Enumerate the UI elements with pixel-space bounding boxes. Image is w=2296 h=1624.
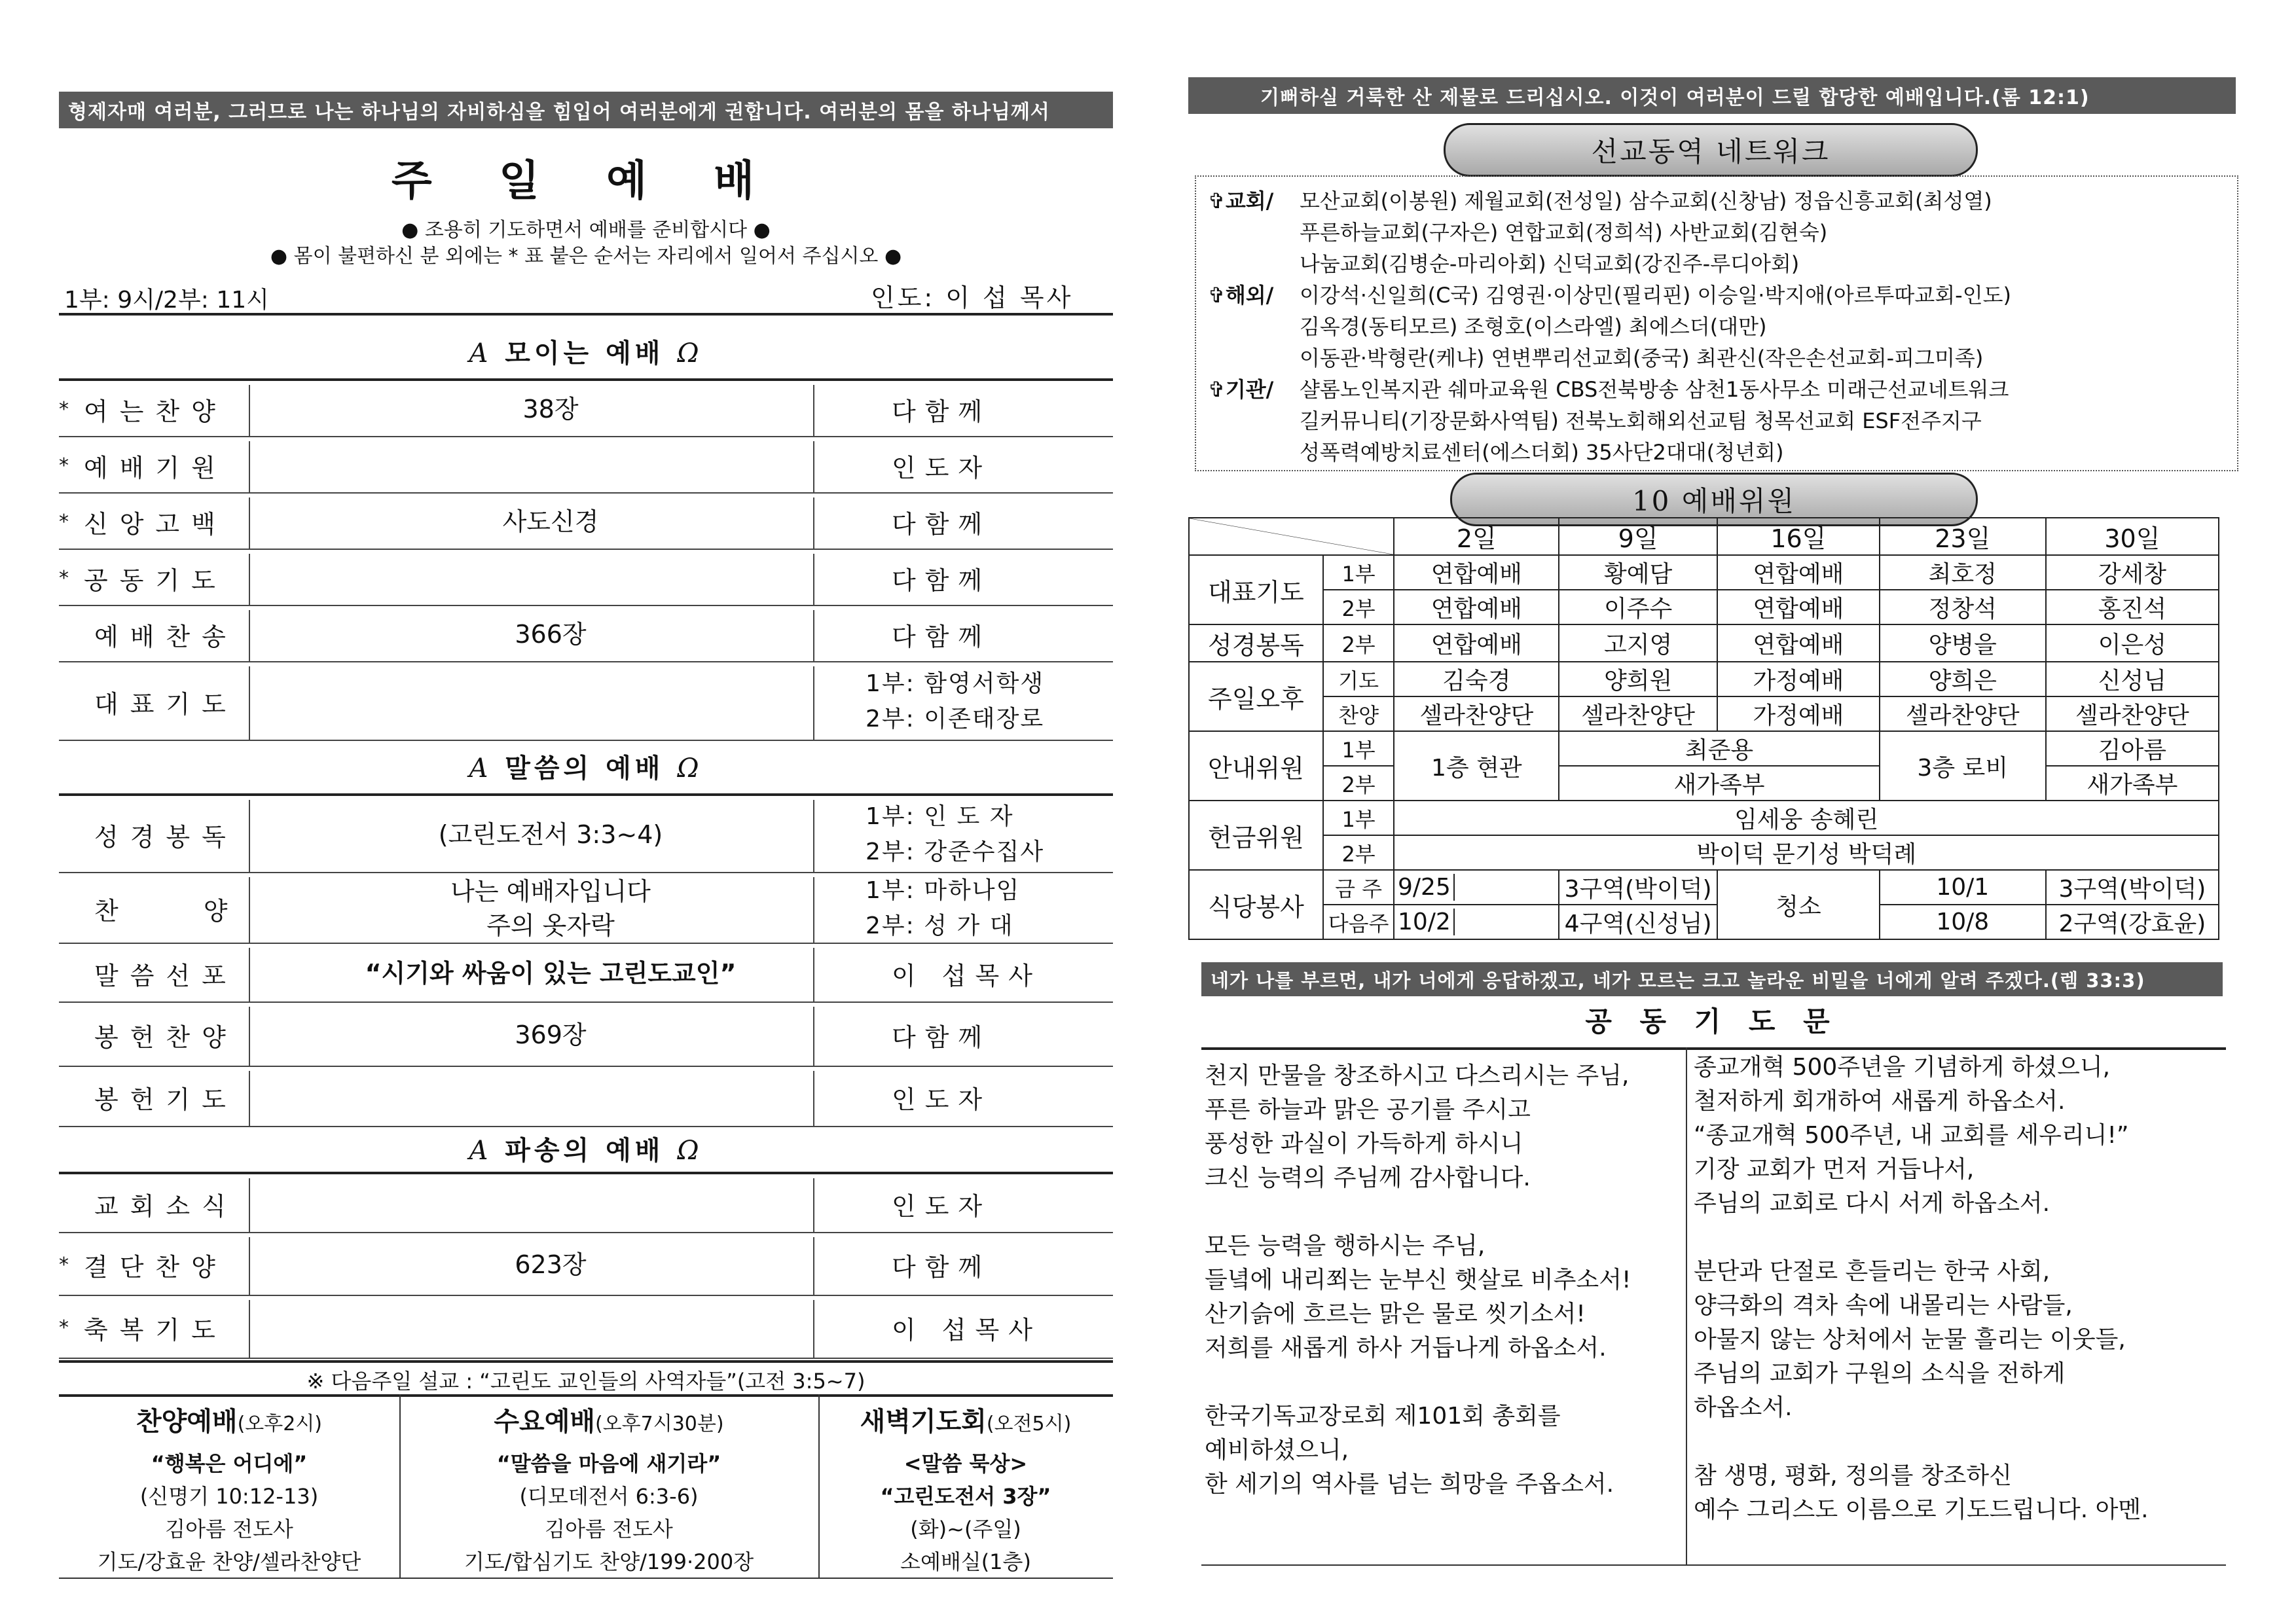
order-performer-line: 1부: 함영서학생	[866, 670, 1045, 697]
network-line	[1208, 342, 1983, 372]
row-label-offering: 헌금위원	[1189, 801, 1323, 870]
date-header: 2일	[1394, 518, 1559, 555]
order-label-text: 봉헌찬양	[94, 1022, 238, 1052]
order-row	[59, 1003, 1113, 1067]
network-line	[1208, 436, 1783, 466]
order-row	[59, 381, 1113, 437]
prayer-right-column	[1694, 1051, 2149, 1527]
order-row	[59, 1174, 1113, 1233]
order-performer-line: 인도자	[892, 453, 992, 482]
duty-cell: 연합예배	[1717, 624, 1880, 662]
order-label-text: 봉헌기도	[94, 1085, 238, 1114]
prayer-line: 푸른 하늘과 맑은 공기를 주시고	[1205, 1096, 1531, 1123]
order-content	[275, 1233, 826, 1296]
order-performer-line: 이 섭목사	[892, 1315, 1042, 1344]
part-label: 다음주	[1323, 905, 1394, 939]
network-text: 이강석·신일희(C국) 김영권·이상민(필리핀) 이승일·박지애(아르투따교회-인도)	[1300, 283, 2012, 308]
order-label	[59, 1296, 275, 1359]
duty-cell: 최호정	[1880, 555, 2046, 590]
duty-cell: 새가족부	[1559, 766, 1880, 801]
order-performer-line: 1부: 인 도 자	[866, 803, 1014, 830]
part-label: 금 주	[1323, 870, 1394, 905]
prayer-line: 풍성한 과실이 가득하게 하시니	[1205, 1130, 1523, 1157]
order-performer	[826, 1296, 1113, 1359]
network-text: 김옥경(동티모르) 조형호(이스라엘) 최에스더(대만)	[1300, 314, 1767, 339]
order-row	[59, 606, 1113, 662]
order-label-text: 예배찬송	[94, 622, 238, 651]
order-row	[59, 494, 1113, 550]
order-content	[275, 1067, 826, 1127]
duty-cell: 10/1	[1880, 870, 2046, 905]
duty-cell: 강세창	[2046, 555, 2219, 590]
duty-cell: 홍진석	[2046, 590, 2219, 624]
top-verse-banner: 형제자매 여러분, 그러므로 나는 하나님의 자비하심을 힘입어 여러분에게 권합니다. 여러분의 몸을 하나님께서	[59, 92, 1113, 128]
duty-cell: 가정예배	[1717, 696, 1880, 731]
part-label: 2부	[1323, 590, 1394, 624]
order-label	[59, 1003, 275, 1067]
order-label	[59, 606, 275, 662]
section-word: A 말씀의 예배 Ω	[469, 753, 703, 784]
order-performer-line: 2부: 강준수집사	[866, 839, 1045, 865]
network-text: 모산교회(이봉원) 제월교회(전성일) 삼수교회(신창남) 정읍신흥교회(최성열)	[1300, 189, 1992, 213]
order-content-line: 사도신경	[502, 507, 599, 536]
duty-cell: 4구역(신성님)	[1559, 905, 1717, 939]
prayer-line: 철저하게 회개하여 새롭게 하옵소서.	[1694, 1088, 2066, 1115]
order-performer	[826, 606, 1113, 662]
network-text: 나눔교회(김병순-마리아회) 신덕교회(강진주-루디아회)	[1300, 251, 1800, 276]
order-performer-line: 다함께	[892, 1022, 992, 1052]
order-row	[59, 1233, 1113, 1296]
order-content-line: 주의 옷자락	[486, 911, 615, 940]
network-text: 길커뮤니티(기장문화사역팀) 전북노회해외선교팀 청목선교회 ESF전주지구	[1300, 408, 1982, 433]
order-performer	[826, 494, 1113, 550]
order-row	[59, 662, 1113, 741]
order-performer-line: 이 섭목사	[892, 961, 1042, 990]
order-row	[59, 873, 1113, 944]
network-line	[1208, 373, 2009, 403]
network-text: 이동관·박형란(케냐) 연변뿌리선교회(중국) 최관신(작은손선교회-피그미족)	[1300, 346, 1984, 370]
network-line	[1208, 310, 1767, 340]
next-week-sermon: ※ 다음주일 설교 : “고린도 교인들의 사역자들”(고전 3:5~7)	[306, 1369, 866, 1394]
dawn-prayer-box: 새벽기도회(오전5시) <말씀 묵상> “고린도전서 3장” (화)~(주일) 소예배실(1층)	[860, 1407, 1072, 1574]
standing-mark: *	[59, 454, 69, 477]
network-text: 샬롬노인복지관 쉐마교육원 CBS전북방송 삼천1동사무소 미래근선교네트워크	[1300, 377, 2009, 402]
order-content	[275, 437, 826, 494]
duty-roster-table	[1188, 517, 2219, 940]
order-label-text: 결단찬양	[84, 1252, 227, 1282]
prayer-line: 아물지 않는 상처에서 눈물 흘리는 이웃들,	[1694, 1326, 2126, 1353]
row-label-prayer: 대표기도	[1189, 555, 1323, 624]
praise-service-box: 찬양예배(오후2시) “행복은 어디에” (신명기 10:12-13) 김아름 전도사 기도/강효윤 찬양/셀라찬양단	[97, 1407, 361, 1574]
order-content	[275, 944, 826, 1003]
network-line	[1208, 405, 1982, 435]
section-gathering: A 모이는 예배 Ω	[469, 338, 703, 369]
order-performer-line: 다함께	[892, 622, 992, 651]
order-content-line: 38장	[522, 395, 579, 424]
order-performer	[826, 1174, 1113, 1233]
row-label-meal: 식당봉사	[1189, 870, 1323, 939]
order-performer	[826, 873, 1113, 944]
wednesday-service-box: 수요예배(오후7시30분) “말씀을 마음에 새기라” (디모데전서 6:3-6) 김아름 전도사 기도/합심기도 찬양/199·200장	[464, 1407, 754, 1574]
order-performer	[826, 550, 1113, 606]
prayer-line	[1205, 1365, 1631, 1399]
part-label: 2부	[1323, 766, 1394, 801]
network-category: ✞기관/	[1208, 377, 1274, 402]
prayer-line	[1694, 1425, 2149, 1459]
prayer-line	[1694, 1221, 2149, 1255]
prayer-line: 양극화의 격차 속에 내몰리는 사람들,	[1694, 1292, 2073, 1319]
order-label-text: 찬 양	[94, 896, 240, 926]
order-performer-line: 인도자	[892, 1085, 992, 1114]
note-standing: ● 몸이 불편하신 분 외에는 * 표 붙은 순서는 자리에서 일어서 주십시오 ●	[270, 245, 902, 268]
order-content	[275, 873, 826, 944]
prayer-line: 모든 능력을 행하시는 주님,	[1205, 1233, 1485, 1259]
order-performer	[826, 1233, 1113, 1296]
order-content	[275, 1174, 826, 1233]
duty-cell: 김아름	[2046, 731, 2219, 766]
part-label: 1부	[1323, 555, 1394, 590]
order-row	[59, 1067, 1113, 1127]
duty-cell: 정창석	[1880, 590, 2046, 624]
network-category: ✞해외/	[1208, 283, 1274, 308]
service-leader: 인도: 이 섭 목사	[871, 283, 1074, 312]
order-label	[59, 796, 275, 873]
order-performer	[826, 1003, 1113, 1067]
order-performer-line: 다함께	[892, 1252, 992, 1282]
order-label	[59, 1067, 275, 1127]
note-prepare: ● 조용히 기도하면서 예배를 준비합시다 ●	[401, 219, 771, 242]
duty-cell: 1층 현관	[1394, 731, 1559, 801]
corner-cell	[1189, 518, 1394, 555]
order-content	[275, 1003, 826, 1067]
prayer-line: 저희를 새롭게 하사 거듭나게 하옵소서.	[1205, 1335, 1607, 1362]
prayer-line: 주님의 교회가 구원의 소식을 전하게	[1694, 1360, 2066, 1387]
standing-mark: *	[59, 566, 69, 590]
order-content	[275, 796, 826, 873]
prayer-line: 크신 능력의 주님께 감사합니다.	[1205, 1164, 1531, 1191]
duty-cell: 김숙경	[1394, 662, 1559, 696]
common-prayer-title: 공 동 기 도 문	[1585, 1005, 1839, 1038]
part-label: 2부	[1323, 835, 1394, 870]
order-label	[59, 381, 275, 437]
order-label-text: 대표기도	[94, 689, 238, 719]
part-label: 찬양	[1323, 696, 1394, 731]
order-performer	[826, 381, 1113, 437]
duty-cell: 고지영	[1559, 624, 1717, 662]
network-line	[1208, 247, 1799, 278]
order-label	[59, 1174, 275, 1233]
order-label-text: 교회소식	[94, 1191, 238, 1221]
prayer-line: 산기슭에 흐르는 맑은 물로 씻기소서!	[1205, 1301, 1586, 1327]
order-content-line: “시기와 싸움이 있는 고린도교인”	[365, 959, 737, 988]
prayer-line: 한국기독교장로회 제101회 총회를	[1205, 1403, 1561, 1430]
row-label-usher: 안내위원	[1189, 731, 1323, 801]
order-content	[275, 1296, 826, 1359]
network-line	[1208, 279, 2011, 309]
part-label: 2부	[1323, 624, 1394, 662]
prayer-line: 들녘에 내리쬐는 눈부신 햇살로 비추소서!	[1205, 1267, 1631, 1293]
duty-cell: 새가족부	[2046, 766, 2219, 801]
row-label-reading: 성경봉독	[1189, 624, 1323, 662]
order-label-text: 공동기도	[84, 566, 227, 595]
order-performer-line: 1부: 마하나임	[866, 877, 1021, 904]
standing-mark: *	[59, 1316, 69, 1339]
order-row	[59, 944, 1113, 1003]
part-label: 1부	[1323, 801, 1394, 835]
duty-cell: 셀라찬양단	[2046, 696, 2219, 731]
duty-cell: 황예담	[1559, 555, 1717, 590]
top-verse-banner-right: 기뻐하실 거룩한 산 제물로 드리십시오. 이것이 여러분이 드릴 합당한 예배입니다.(롬 12:1)	[1188, 77, 2236, 114]
prayer-line: 분단과 단절로 흔들리는 한국 사회,	[1694, 1258, 2050, 1285]
order-content	[275, 662, 826, 741]
page-title: 주 일 예 배	[391, 157, 781, 206]
duty-cell: 3구역(박이덕)	[1559, 870, 1717, 905]
network-line	[1208, 216, 1827, 246]
meal-cell: 9/25	[1394, 870, 1559, 905]
duty-cell: 이은성	[2046, 624, 2219, 662]
duty-cell: 연합예배	[1717, 590, 1880, 624]
order-label-text: 성경봉독	[94, 822, 238, 852]
duty-cell: 가정예배	[1717, 662, 1880, 696]
prayer-line: 하옵소서.	[1694, 1394, 1793, 1421]
order-row	[59, 550, 1113, 606]
network-line	[1208, 185, 1992, 215]
order-row	[59, 1296, 1113, 1359]
prayer-line	[1205, 1195, 1631, 1229]
order-content	[275, 381, 826, 437]
order-performer	[826, 796, 1113, 873]
duty-cell: 연합예배	[1394, 624, 1559, 662]
order-content-line: 366장	[515, 620, 587, 649]
order-content-line: 369장	[515, 1020, 587, 1049]
duty-cell: 최준용	[1559, 731, 1880, 766]
duty-cell: 이주수	[1559, 590, 1717, 624]
row-label-afternoon: 주일오후	[1189, 662, 1323, 731]
meal-cell: 10/2	[1394, 905, 1559, 939]
duty-cell: 10/8	[1880, 905, 2046, 939]
duty-cell: 3구역(박이덕)	[2046, 870, 2219, 905]
order-performer-line: 다함께	[892, 397, 992, 426]
prayer-line: 한 세기의 역사를 넘는 희망을 주옵소서.	[1205, 1471, 1614, 1498]
duty-cell: 양희은	[1880, 662, 2046, 696]
right-page	[1188, 0, 2239, 1624]
duty-cell: 신성님	[2046, 662, 2219, 696]
order-label	[59, 437, 275, 494]
section-sending: A 파송의 예배 Ω	[469, 1136, 703, 1166]
mid-verse-banner: 네가 나를 부르면, 내가 너에게 응답하겠고, 네가 모르는 크고 놀라운 비밀을 너에게 알려 주겠다.(렘 33:3)	[1201, 962, 2223, 996]
order-performer-line: 2부: 이존태장로	[866, 706, 1045, 732]
prayer-line: “종교개혁 500주년, 내 교회를 세우리니!”	[1694, 1122, 2129, 1149]
prayer-line: 기장 교회가 먼저 거듭나서,	[1694, 1156, 1975, 1183]
date-header: 23일	[1880, 518, 2046, 555]
order-label	[59, 494, 275, 550]
order-content-line: 623장	[515, 1250, 587, 1279]
order-performer-line: 인도자	[892, 1191, 992, 1221]
date-header: 9일	[1559, 518, 1717, 555]
prayer-line: 예비하셨으니,	[1205, 1437, 1349, 1464]
standing-mark: *	[59, 397, 69, 421]
duty-cell: 양병을	[1880, 624, 2046, 662]
network-text: 푸른하늘교회(구자은) 연합교회(정희석) 사반교회(김현숙)	[1300, 220, 1828, 245]
duty-cell: 셀라찬양단	[1394, 696, 1559, 731]
order-performer	[826, 944, 1113, 1003]
date-header: 30일	[2046, 518, 2219, 555]
order-label	[59, 662, 275, 741]
duty-cell: 연합예배	[1717, 555, 1880, 590]
duty-cell: 박이덕 문기성 박덕례	[1394, 835, 2219, 870]
standing-mark: *	[59, 510, 69, 533]
prayer-line: 천지 만물을 창조하시고 다스리시는 주님,	[1205, 1062, 1630, 1089]
left-page	[59, 0, 1113, 1624]
order-performer-line: 다함께	[892, 509, 992, 539]
order-performer	[826, 437, 1113, 494]
order-label	[59, 873, 275, 944]
standing-mark: *	[59, 1253, 69, 1276]
duty-cell: 셀라찬양단	[1880, 696, 2046, 731]
date-header: 16일	[1717, 518, 1880, 555]
order-label-text: 신앙고백	[84, 509, 227, 539]
order-performer-line: 다함께	[892, 566, 992, 595]
prayer-line: 참 생명, 평화, 정의를 창조하신	[1694, 1462, 2012, 1489]
order-label-text: 축복기도	[84, 1315, 227, 1344]
prayer-line: 예수 그리스도 이름으로 기도드립니다. 아멘.	[1694, 1496, 2149, 1523]
prayer-left-column	[1205, 1059, 1631, 1502]
order-label-text: 말씀선포	[94, 961, 238, 990]
service-times: 1부: 9시/2부: 11시	[64, 287, 269, 314]
order-content	[275, 550, 826, 606]
part-label: 기도	[1323, 662, 1394, 696]
duty-cell: 청소	[1717, 870, 1880, 939]
duty-cell: 2구역(강효윤)	[2046, 905, 2219, 939]
order-label	[59, 550, 275, 606]
order-content-line: 나는 예배자입니다	[450, 877, 651, 906]
order-row	[59, 437, 1113, 494]
duty-cell: 3층 로비	[1880, 731, 2046, 801]
order-performer	[826, 1067, 1113, 1127]
network-category: ✞교회/	[1208, 189, 1274, 213]
network-text: 성폭력예방치료센터(에스더회) 35사단2대대(청년회)	[1300, 440, 1784, 465]
order-label	[59, 944, 275, 1003]
network-title: 선교동역 네트워크	[1444, 123, 1978, 177]
order-content-line: (고린도전서 3:3~4)	[438, 820, 663, 849]
order-performer-line: 2부: 성 가 대	[866, 912, 1014, 939]
duty-cell: 연합예배	[1394, 555, 1559, 590]
order-label-text: 예배기원	[84, 453, 227, 482]
order-label-text: 여는찬양	[84, 397, 227, 426]
order-row	[59, 796, 1113, 873]
order-label	[59, 1233, 275, 1296]
duty-cell: 임세웅 송혜린	[1394, 801, 2219, 835]
duty-cell: 셀라찬양단	[1559, 696, 1717, 731]
part-label: 1부	[1323, 731, 1394, 766]
order-performer	[826, 662, 1113, 741]
prayer-line: 주님의 교회로 다시 서게 하옵소서.	[1694, 1190, 2050, 1217]
order-content	[275, 606, 826, 662]
prayer-line: 종교개혁 500주년을 기념하게 하셨으니,	[1694, 1054, 2111, 1081]
duty-title: 10 예배위원	[1450, 473, 1978, 526]
duty-cell: 연합예배	[1394, 590, 1559, 624]
order-content	[275, 494, 826, 550]
duty-cell: 양희원	[1559, 662, 1717, 696]
